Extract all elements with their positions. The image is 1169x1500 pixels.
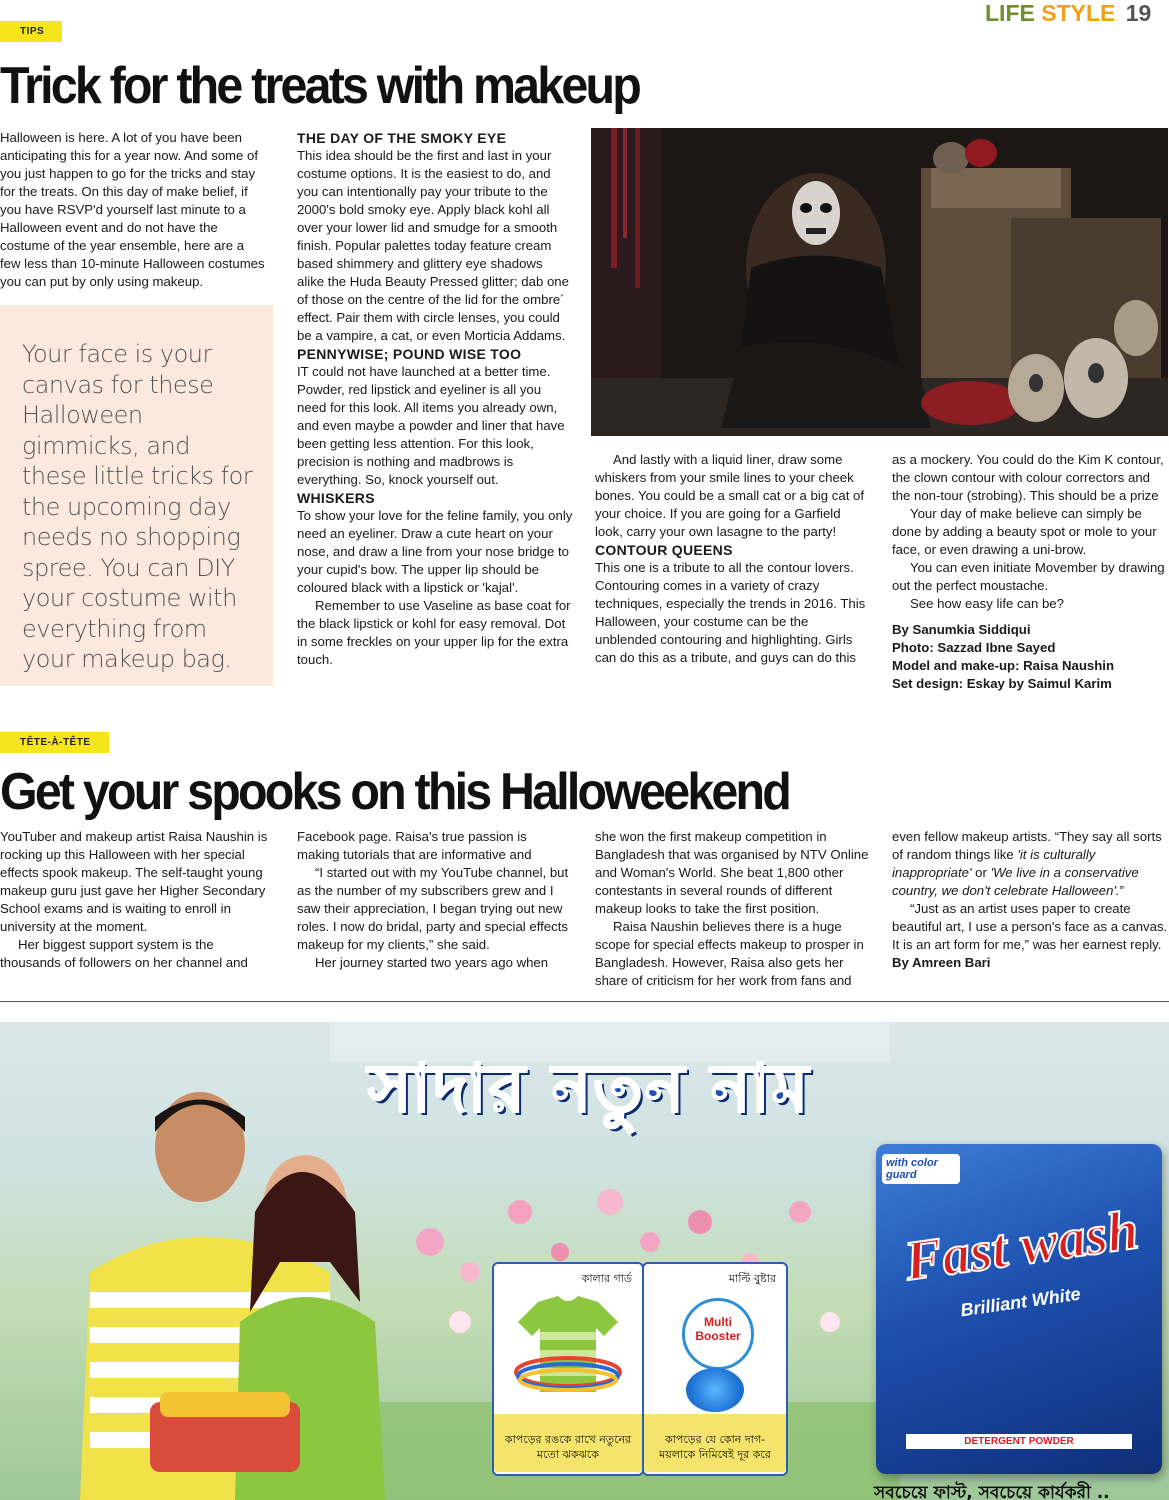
paragraph-contour-cont <box>892 451 1168 505</box>
article2-paragraph-1: YouTuber and makeup artist Raisa Naushin is rocking up this Halloween with her special effects spook makeup. The self-taught young makeup guru just gave her Higher Secondary School exams and is waiting to enroll in university at the moment. <box>0 829 268 934</box>
credit-set: Set design: Eskay by Saimul Karim <box>892 676 1112 691</box>
fast-wash-pack <box>876 1144 1162 1474</box>
section-tag-tips: TIPS <box>0 21 62 42</box>
paragraph-contour-tail: as a mockery. You could do the Kim K contour, the clown contour with colour correctors and the non-tour (strobing). This should be a prize <box>892 452 1164 503</box>
article2-paragraph-3: “I started out with my YouTube channel, but as the number of my subscribers grew and I saw their appreciation, I began trying out new roles. I now do bridal, party and special effects makeup for my clients,” she said. <box>297 865 569 952</box>
paragraph-vaseline: Remember to use Vaseline as base coat for the black lipstick or kohl for easy removal. Dot in some freckles on your upper lip for the extra touch. <box>297 598 571 667</box>
article2-credit: By Amreen Bari <box>892 955 991 970</box>
article2-p5-tail-quote-1: 'it is culturally inappropriate' <box>892 847 1096 880</box>
ad-tagline: সবচেয়ে ফাস্ট, সবচেয়ে কার্যকরী .. <box>874 1483 1110 1500</box>
article-headline-2: Get your spooks on this Halloweekend <box>0 763 790 821</box>
feature-label-multi-booster: মাল্টি বুষ্টার <box>728 1272 776 1285</box>
advertisement <box>0 1022 1169 1500</box>
article2-p5-tail <box>892 828 1168 900</box>
paragraph-movember: You can even initiate Movember by drawing out the perfect moustache. <box>892 560 1165 593</box>
multi-booster-badge <box>682 1298 754 1370</box>
shirt-icon <box>508 1292 628 1402</box>
paragraph-liquid-liner: And lastly with a liquid liner, draw some whiskers from your smile lines to your cheek bones. You could be a small cat or a big cat of your choice. If you are going for a Garfield look, carry your own lasagne to the party! <box>595 452 865 539</box>
article2-column-3 <box>595 828 871 990</box>
article2-p5-text: Raisa Naushin believes there is a huge scope for special effects makeup to prosper in Bangladesh. However, Raisa also gets her share of criticism for her work from fans and <box>595 919 864 988</box>
feature-label-color-guard: কালার গার্ড <box>581 1272 632 1285</box>
article2-paragraph-2-cont <box>297 828 571 864</box>
section-divider <box>0 1001 1169 1002</box>
article2-paragraph-5-cont <box>892 828 1168 900</box>
paragraph-beauty-spot: Your day of make believe can simply be done by adding a beauty spot or mole to your face, or even drawing a uni-brow. <box>892 506 1157 557</box>
article-intro: Halloween is here. A lot of you have been anticipating this for a year now. And some of you just happen to go for the tricks and stay for the treats. On this day of make belief, if you have RSVP'd yourself last minute to a Halloween event and do not have the costume of the year ensemble, here are a few less than 10-minute Halloween costumes you can put by only using makeup. <box>0 130 265 289</box>
article2-paragraph-2: Her biggest support system is the thousands of followers on her channel and <box>0 937 248 970</box>
article2-p5-tail-text: even fellow makeup artists. “They say all sorts of random things like <box>892 829 1162 862</box>
article2-paragraph-6: “Just as an artist uses paper to create beautiful art, I use a person's face as a canvas. It is an art form for me,” was her earnest reply. <box>892 901 1168 952</box>
subhead-pennywise: PENNYWISE; POUND WISE TOO <box>297 346 522 362</box>
paragraph-smoky-eye: This idea should be the first and last in your costume options. It is the easiest to do, and you can intentionally pay your tribute to the 2000's bold smoky eye. Apply black kohl all over your lower lid and smudge for a smooth finish. Popular palettes today feature cream based shimmery and glittery eye shadows alike the Huda Beauty Pressed glitter; dab one of those on the centre of the lid for the ombre´ effect. Pair them with circle lenses, you could be a vampire, a cat, or even Morticia Addams. <box>297 148 569 343</box>
pack-brand-name: Fast wash <box>900 1198 1143 1294</box>
paragraph-pennywise: IT could not have launched at a better time. Powder, red lipstick and eyeliner is all you need for this look. All items you already own, and even maybe a powder and liner that have been getting less attention. For this look, precision is nothing and madbrows is everything. So, knock yourself out. <box>297 364 565 487</box>
paragraph-whiskers: To show your love for the feline family, you only need an eyeliner. Draw a cute heart on your nose, and draw a line from your nose bridge to your cupid's bow. The upper lip should be coloured black with a lipstick or 'kajal'. <box>297 508 573 595</box>
ad-feature-multi-booster <box>642 1262 788 1476</box>
credit-photo: Photo: Sazzad Ibne Sayed <box>892 640 1056 655</box>
subhead-whiskers: WHISKERS <box>297 490 375 506</box>
article-column-2 <box>297 129 573 669</box>
page-number: 19 <box>1125 0 1152 26</box>
color-guard-badge: with color guard <box>882 1154 960 1184</box>
multi-booster-label: Multi Booster <box>695 1315 741 1343</box>
article-column-4 <box>892 451 1168 693</box>
subhead-smoky-eye: THE DAY OF THE SMOKY EYE <box>297 130 507 146</box>
credit-author: By Sanumkia Siddiqui <box>892 622 1031 637</box>
article2-paragraph-4: Her journey started two years ago when <box>315 955 549 970</box>
halloween-photo-art <box>591 128 1168 436</box>
ad-feature-color-guard <box>492 1262 644 1476</box>
subhead-contour: CONTOUR QUEENS <box>595 542 733 558</box>
article2-paragraph-4-tail: she won the first makeup competition in Bangladesh that was organised by NTV Online and Woman's World. She beat 1,800 other contestants in several rounds of different makeup looks to take the first position. <box>595 829 869 916</box>
pack-type: DETERGENT POWDER <box>906 1434 1132 1449</box>
pack-subtitle: Brilliant White <box>959 1283 1082 1321</box>
article2-column-1 <box>0 828 268 972</box>
section-name-style: STYLE <box>1041 0 1116 26</box>
paragraph-contour: This one is a tribute to all the contour lovers. Contouring comes in a variety of crazy techniques, especially the trends in 2016. This Halloween, your costume can be the unblended contouring and highlighting. Girls can do this as a tribute, and guys can do this <box>595 560 866 665</box>
pull-quote: Your face is your canvas for these Halloween gimmicks, and these little tricks for the upcoming day needs no shopping spree. You can DIY your costume with everything from your makeup bag. <box>22 340 253 673</box>
feature-caption-multi-booster: কাপড়ের যে কোন দাগ-ময়লাকে নিমিষেই দূর করে <box>659 1433 771 1461</box>
feature-caption-color-guard: কাপড়ের রঙকে রাখে নতুনের মতো ঝকঝকে <box>504 1433 632 1461</box>
article-column-1 <box>0 129 265 291</box>
pull-quote-box <box>0 305 273 686</box>
section-tag-tete-a-tete: TÊTE-À-TÊTE <box>0 732 109 753</box>
article2-column-2 <box>297 828 571 972</box>
article2-paragraph-5 <box>595 918 871 990</box>
article-headline: Trick for the treats with makeup <box>0 57 640 115</box>
article2-column-4 <box>892 828 1168 972</box>
booster-orb-icon <box>686 1368 744 1412</box>
section-header <box>985 0 1151 27</box>
article2-paragraph-4-cont <box>595 828 871 918</box>
credit-model: Model and make-up: Raisa Naushin <box>892 658 1115 673</box>
article-column-3 <box>595 451 871 667</box>
article2-p5-tail-quote-2: 'We live in a conservative country, we don't celebrate Halloween'. <box>892 865 1139 898</box>
ad-headline: সাদার নতুন নাম <box>368 1050 811 1127</box>
article2-p5-tail-or: or <box>971 865 991 880</box>
article2-paragraph-2-tail: Facebook page. Raisa's true passion is making tutorials that are informative and <box>297 829 532 862</box>
halloween-photo <box>591 128 1168 436</box>
article2-p5-tail-end: ” <box>1119 883 1125 898</box>
paragraph-see-how: See how easy life can be? <box>910 596 1064 611</box>
section-name-life: LIFE <box>985 0 1035 26</box>
